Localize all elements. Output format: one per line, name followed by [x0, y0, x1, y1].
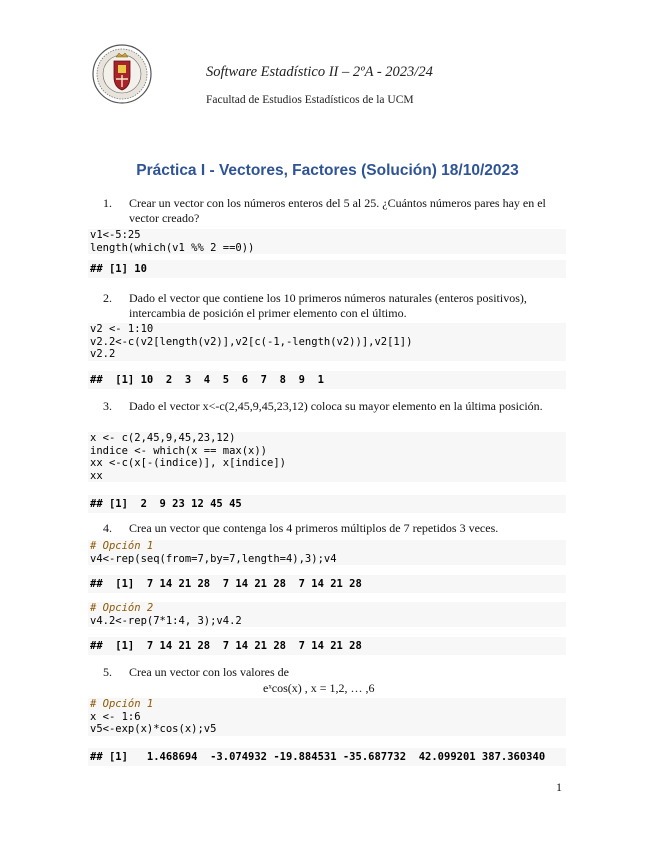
question-3	[103, 399, 563, 414]
code-comment: # Opción 1	[90, 540, 154, 552]
question-5	[103, 665, 563, 680]
code-line: xx <-c(x[-(indice)], x[indice])	[90, 457, 286, 469]
code-line: v4.2<-rep(7*1:4, 3);v4.2	[90, 614, 242, 627]
university-crest-icon	[92, 43, 152, 105]
code-line: x <- 1:6	[90, 710, 141, 723]
page-title: Práctica I - Vectores, Factores (Solución) 18/10/2023	[136, 162, 519, 179]
output-q4-opt1: ## [1] 7 14 21 28 7 14 21 28 7 14 21 28	[88, 575, 566, 593]
code-line: x <- c(2,45,9,45,23,12)	[90, 432, 236, 444]
page-number: 1	[556, 780, 562, 794]
output-q2: ## [1] 10 2 3 4 5 6 7 8 9 1	[88, 371, 566, 389]
code-line: v4<-rep(seq(from=7,by=7,length=4),3);v4	[90, 552, 337, 565]
formula: eˣcos(x) , x = 1,2, … ,6	[263, 681, 375, 695]
question-4	[103, 521, 563, 536]
code-line: v5<-exp(x)*cos(x);v5	[90, 723, 217, 735]
code-block-q2	[88, 323, 566, 361]
question-text: Dado el vector x<-c(2,45,9,45,23,12) coloca su mayor elemento en la última posición.	[129, 399, 543, 413]
code-comment: # Opción 1	[90, 698, 154, 710]
output-q3: ## [1] 2 9 23 12 45 45	[88, 495, 566, 513]
code-line: xx	[90, 469, 103, 482]
question-number: 2.	[103, 291, 112, 305]
question-text: Crea un vector que contenga los 4 primeros múltiplos de 7 repetidos 3 veces.	[129, 521, 499, 535]
code-line: v2.2	[90, 348, 116, 360]
output-q5: ## [1] 1.468694 -3.074932 -19.884531 -35.687732 42.099201 387.360340	[88, 748, 566, 766]
code-line: v2.2<-c(v2[length(v2)],v2[c(-1,-length(v2))],v2[1])	[90, 335, 413, 348]
question-text: Dado el vector que contiene los 10 primeros números naturales (enteros positivos), intercambia de posición el primer elemento con el último.	[129, 291, 527, 320]
output-q1: ## [1] 10	[88, 260, 566, 278]
code-block-q5	[88, 698, 566, 736]
question-number: 5.	[103, 665, 112, 679]
course-title: Software Estadístico II – 2ºA - 2023/24	[206, 64, 433, 80]
code-block-q4-opt1	[88, 540, 566, 565]
faculty-name: Facultad de Estudios Estadísticos de la UCM	[206, 94, 414, 106]
code-block-q4-opt2	[88, 602, 566, 627]
output-q4-opt2: ## [1] 7 14 21 28 7 14 21 28 7 14 21 28	[88, 637, 566, 655]
question-text: Crea un vector con los valores de	[129, 665, 289, 679]
code-block-q3	[88, 432, 566, 482]
question-1	[103, 196, 563, 226]
code-line: v1<-5:25	[90, 229, 141, 241]
code-line: v2 <- 1:10	[90, 323, 154, 335]
code-comment: # Opción 2	[90, 602, 154, 614]
question-2	[103, 291, 563, 321]
code-block-q1	[88, 229, 566, 254]
question-number: 3.	[103, 399, 112, 413]
code-line: indice <- which(x == max(x))	[90, 444, 268, 457]
code-line: length(which(v1 %% 2 ==0))	[90, 241, 255, 254]
question-number: 1.	[103, 196, 112, 210]
question-text: Crear un vector con los números enteros del 5 al 25. ¿Cuántos números pares hay en el vector creado?	[129, 196, 546, 225]
question-number: 4.	[103, 521, 112, 535]
